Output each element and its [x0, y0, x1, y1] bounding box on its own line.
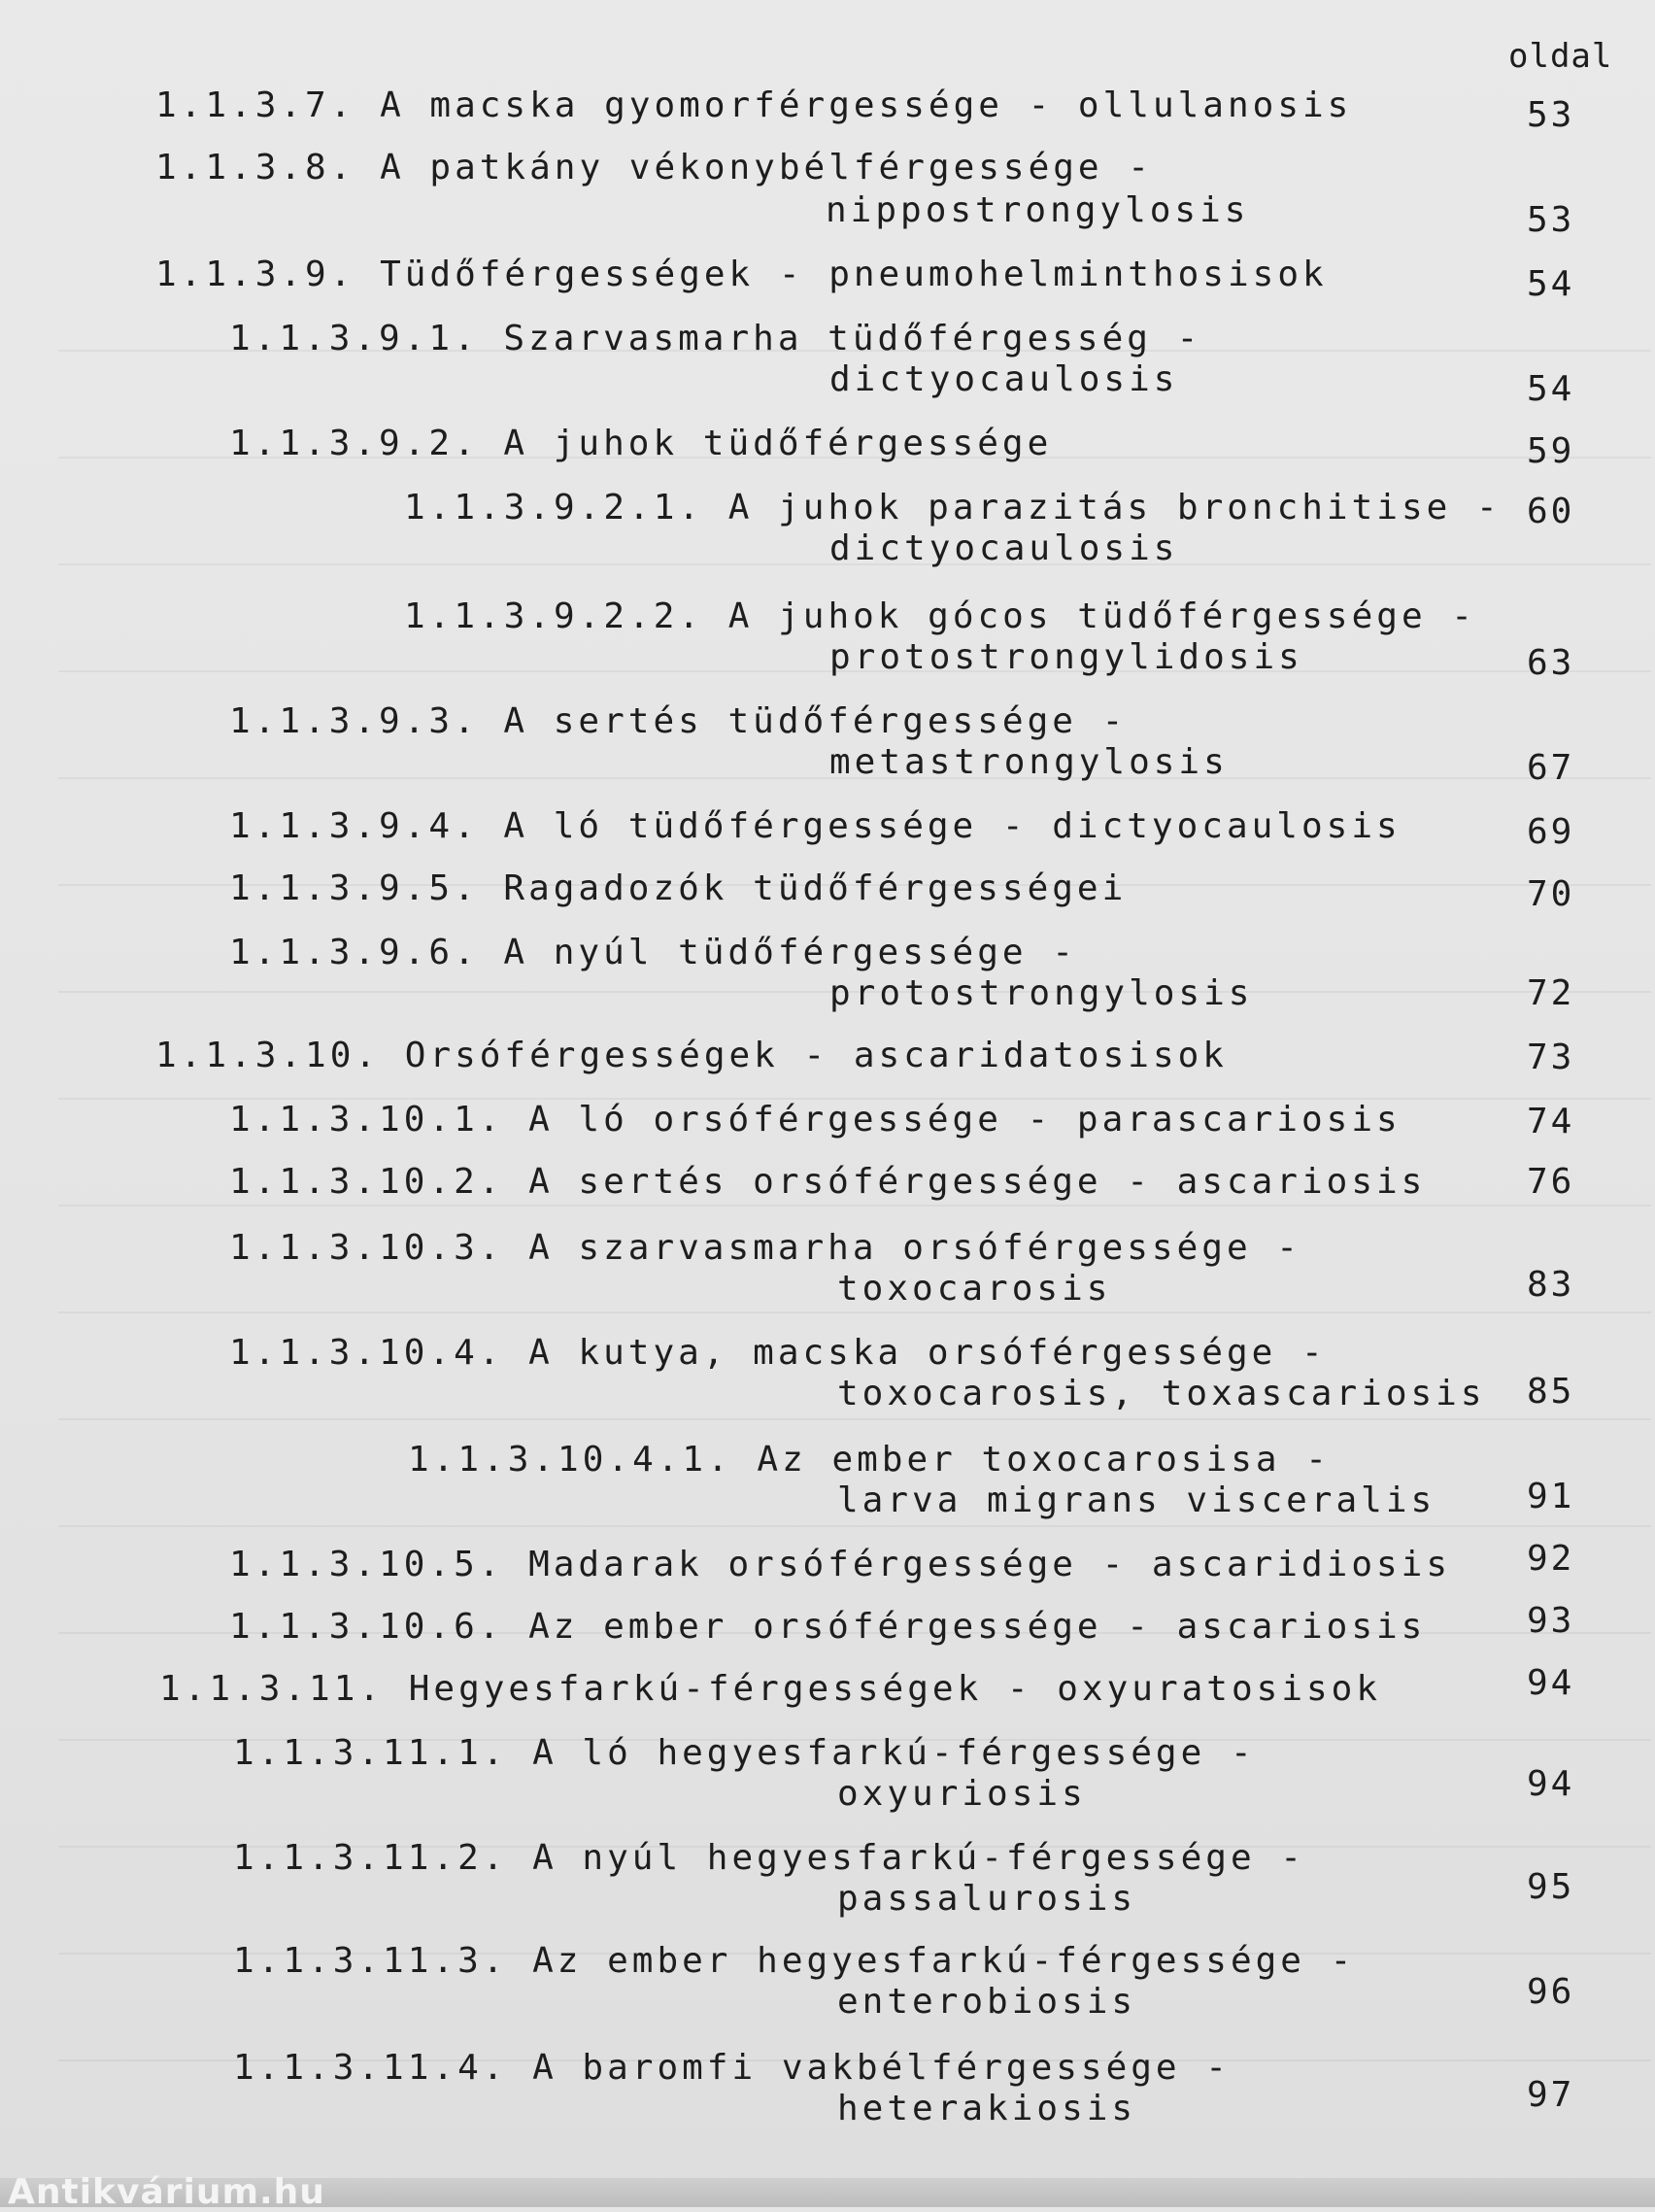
- toc-entry-title: 1.1.3.10. Orsóférgességek - ascaridatosisok: [155, 1036, 1228, 1075]
- toc-entry-subtitle: metastrongylosis: [829, 742, 1229, 782]
- toc-entry-page: 54: [1527, 264, 1575, 304]
- toc-entry-page: 54: [1527, 369, 1575, 409]
- toc-entry-page: 94: [1527, 1663, 1575, 1703]
- toc-entry-title: 1.1.3.9.2.1. A juhok parazitás bronchitise -: [404, 488, 1502, 527]
- toc-entry-subtitle: toxocarosis: [837, 1269, 1112, 1309]
- toc-entry-title: 1.1.3.11. Hegyesfarkú-férgességek - oxyuratosisok: [159, 1669, 1382, 1709]
- toc-entry-title: 1.1.3.11.4. A baromfi vakbélférgessége -: [233, 2048, 1231, 2088]
- toc-entry-subtitle: oxyuriosis: [837, 1774, 1087, 1814]
- toc-entry-page: 83: [1527, 1265, 1575, 1305]
- toc-entry-page: 72: [1527, 973, 1575, 1013]
- toc-entry-title: 1.1.3.9.2. A juhok tüdőférgessége: [229, 424, 1053, 463]
- toc-entry-page: 53: [1527, 95, 1575, 135]
- toc-entry-page: 95: [1527, 1867, 1575, 1907]
- toc-entry-page: 53: [1527, 200, 1575, 240]
- toc-entry-title: 1.1.3.7. A macska gyomorférgessége - ollulanosis: [155, 85, 1353, 125]
- toc-entry-title: 1.1.3.9.6. A nyúl tüdőférgessége -: [229, 933, 1077, 972]
- toc-entry-subtitle: heterakiosis: [837, 2089, 1137, 2128]
- toc-entry-title: 1.1.3.10.4.1. Az ember toxocarosisa -: [408, 1440, 1331, 1480]
- toc-entry-page: 69: [1527, 812, 1575, 852]
- toc-entry-title: 1.1.3.8. A patkány vékonybélférgessége -: [155, 148, 1153, 187]
- toc-entry-title: 1.1.3.11.3. Az ember hegyesfarkú-férgessége -: [233, 1941, 1356, 1981]
- toc-entry-title: 1.1.3.9.3. A sertés tüdőférgessége -: [229, 701, 1128, 741]
- toc-entry-subtitle: nippostrongylosis: [826, 190, 1250, 230]
- toc-entry-title: 1.1.3.9.4. A ló tüdőférgessége - dictyocaulosis: [229, 806, 1402, 846]
- toc-entry-page: 74: [1527, 1102, 1575, 1141]
- toc-entry-subtitle: toxocarosis, toxascariosis: [837, 1374, 1486, 1413]
- toc-entry-title: 1.1.3.11.1. A ló hegyesfarkú-férgessége -: [233, 1733, 1256, 1773]
- toc-entry-page: 91: [1527, 1477, 1575, 1516]
- toc-entry-page: 85: [1527, 1372, 1575, 1412]
- toc-entry-subtitle: dictyocaulosis: [829, 528, 1179, 568]
- toc-entry-page: 73: [1527, 1038, 1575, 1077]
- toc-entry-title: 1.1.3.10.6. Az ember orsóférgessége - ascariosis: [229, 1607, 1427, 1647]
- toc-entry-title: 1.1.3.10.1. A ló orsóférgessége - parascariosis: [229, 1100, 1402, 1140]
- toc-entry-title: 1.1.3.10.5. Madarak orsóférgessége - ascaridiosis: [229, 1545, 1452, 1584]
- toc-entry-title: 1.1.3.10.2. A sertés orsóférgessége - ascariosis: [229, 1162, 1427, 1202]
- toc-entry-title: 1.1.3.9. Tüdőférgességek - pneumohelminthosisok: [155, 255, 1328, 294]
- page-column-header: oldal: [1508, 37, 1613, 76]
- toc-entry-page: 94: [1527, 1764, 1575, 1804]
- watermark-logo: Antikvárium.hu: [8, 2172, 325, 2212]
- toc-entry-title: 1.1.3.9.1. Szarvasmarha tüdőférgesség -: [229, 319, 1202, 358]
- toc-entry-subtitle: passalurosis: [837, 1879, 1137, 1919]
- toc-entry-subtitle: dictyocaulosis: [829, 359, 1179, 399]
- toc-entry-page: 93: [1527, 1601, 1575, 1641]
- toc-entry-subtitle: enterobiosis: [837, 1982, 1137, 2022]
- toc-entry-title: 1.1.3.11.2. A nyúl hegyesfarkú-férgessége -: [233, 1838, 1305, 1878]
- toc-entry-page: 60: [1527, 492, 1575, 531]
- toc-entry-page: 76: [1527, 1162, 1575, 1202]
- toc-entry-page: 70: [1527, 874, 1575, 914]
- toc-entry-subtitle: protostrongylidosis: [829, 637, 1303, 677]
- toc-entry-subtitle: protostrongylosis: [829, 973, 1254, 1013]
- toc-entry-title: 1.1.3.10.3. A szarvasmarha orsóférgessége -: [229, 1228, 1301, 1268]
- toc-entry-page: 59: [1527, 431, 1575, 471]
- toc-entry-subtitle: larva migrans visceralis: [837, 1480, 1436, 1520]
- toc-entry-title: 1.1.3.9.2.2. A juhok gócos tüdőférgessége -: [404, 596, 1476, 636]
- toc-entry-title: 1.1.3.10.4. A kutya, macska orsóférgessége -: [229, 1333, 1327, 1373]
- toc-entry-page: 63: [1527, 643, 1575, 683]
- toc-entry-page: 92: [1527, 1539, 1575, 1579]
- toc-entry-page: 96: [1527, 1972, 1575, 2012]
- toc-entry-title: 1.1.3.9.5. Ragadozók tüdőférgességei: [229, 868, 1128, 908]
- toc-entry-page: 67: [1527, 748, 1575, 788]
- toc-entry-page: 97: [1527, 2075, 1575, 2115]
